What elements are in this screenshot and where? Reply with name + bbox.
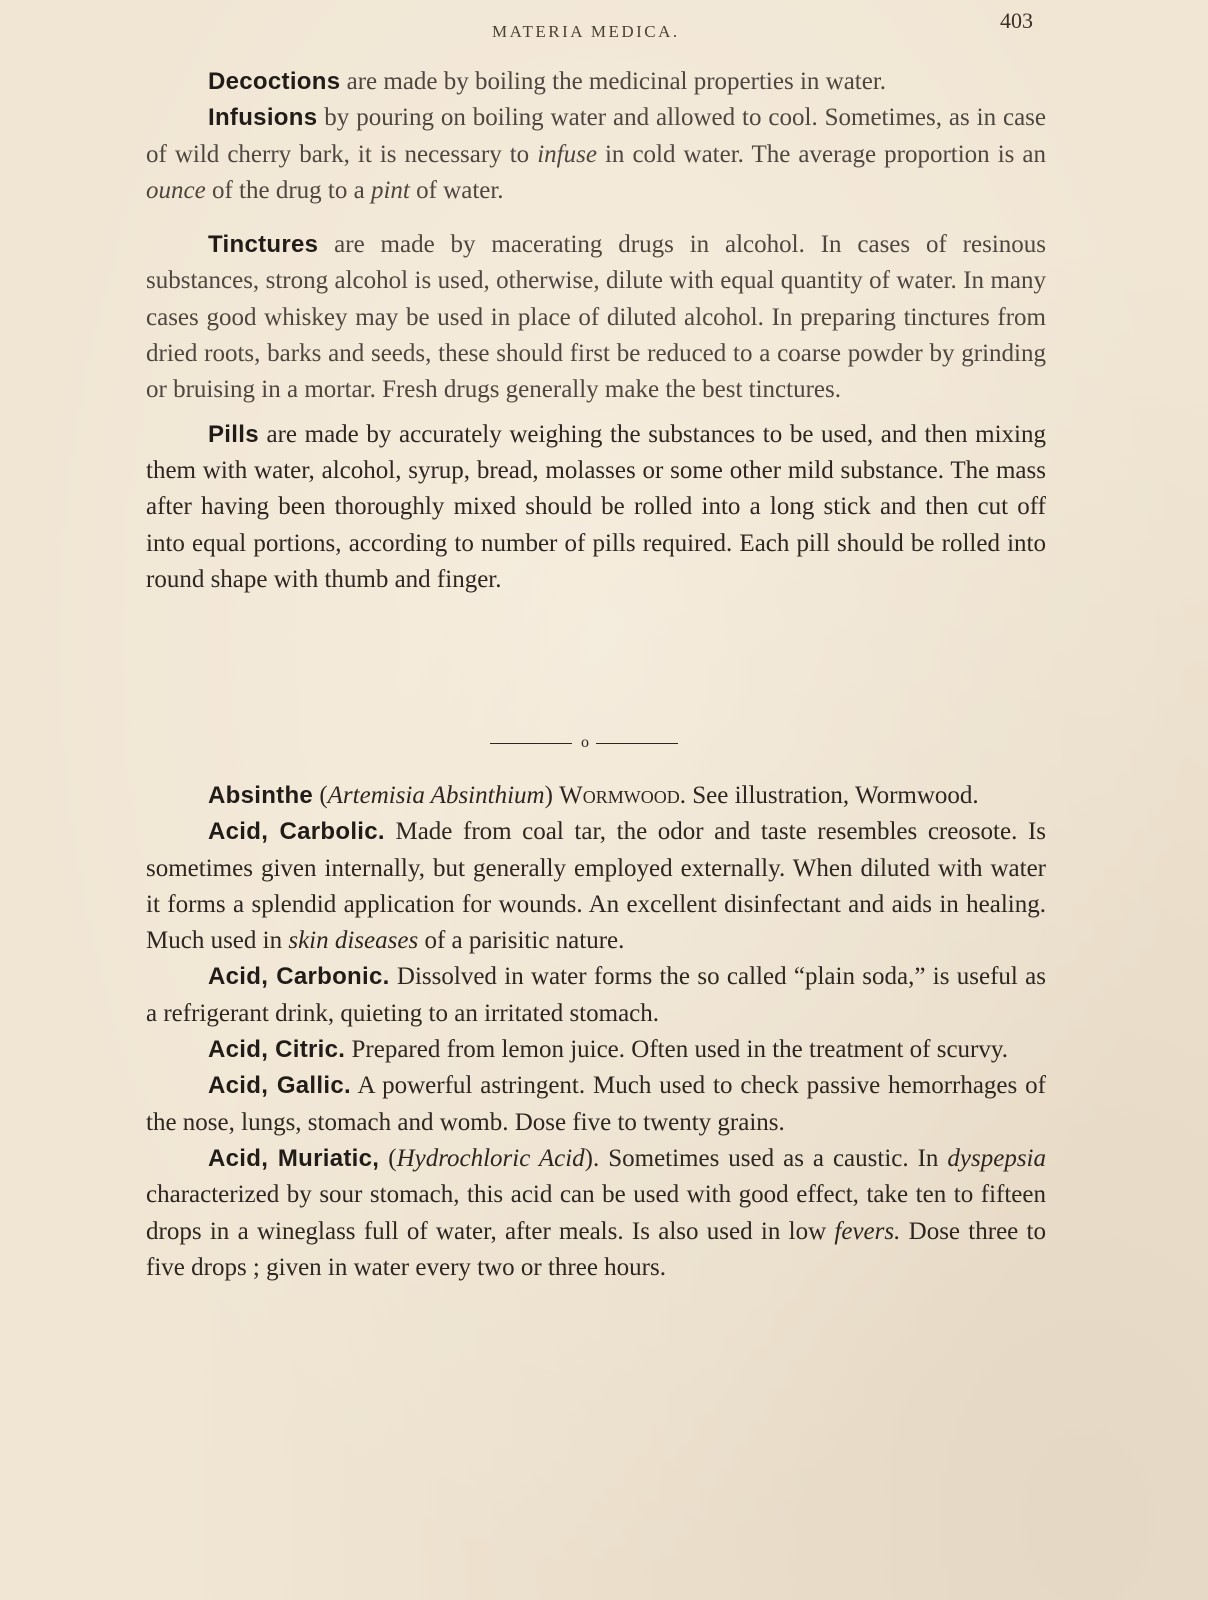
running-head: MATERIA MEDICA.	[492, 22, 680, 41]
page-number: 403	[1000, 8, 1033, 33]
text-tinctures: are made by macerating drugs in alcohol. In cases of resinous substances, strong alcohol is used, otherwise, dilute with equal quantity of water. In many cases good whiskey may be used in place of diluted alcohol. In preparing tinctures from dried roots, barks and seeds, these should first be reduced to a coarse powder by grinding or bruising in a mortar. Fresh drugs generally make the best tinctures.	[146, 231, 1046, 404]
text-carbonic: Dissolved in water forms the so called “plain soda,” is useful as a refrigerant drink, quieting to an irritated stomach.	[146, 963, 1047, 1027]
entry-carbonic	[146, 959, 1046, 1032]
italic-dyspepsia: dyspepsia	[947, 1144, 1047, 1172]
entry-gallic	[146, 1068, 1046, 1141]
text-carbolic-1: Made from coal tar, the odor and taste resembles creosote. Is sometimes given internally, but generally employed externally. When diluted with water it forms a splendid application for wounds. An excellent disinfectant and aids in healing. Much used in	[146, 818, 1046, 955]
paragraph-tinctures	[146, 227, 1046, 408]
term-decoctions: Decoctions	[208, 68, 341, 95]
entry-citric	[146, 1032, 1046, 1068]
term-gallic: Acid, Gallic.	[208, 1072, 351, 1100]
term-muriatic: Acid, Muriatic,	[208, 1144, 380, 1172]
italic-pint: pint	[370, 176, 410, 204]
italic-fevers: fevers.	[834, 1217, 901, 1245]
term-infusions: Infusions	[208, 104, 318, 132]
divider-line-left	[490, 743, 572, 744]
term-carbolic: Acid, Carbolic.	[208, 818, 385, 846]
text-citric: Prepared from lemon juice. Often used in the treatment of scurvy.	[345, 1036, 1009, 1064]
text-absinthe: See illustration, Wormwood.	[686, 782, 979, 809]
page-header	[0, 8, 1208, 52]
term-absinthe: Absinthe	[208, 782, 314, 809]
entry-carbolic	[146, 814, 1046, 959]
italic-ounce: ounce	[146, 176, 206, 204]
text-muriatic-2: characterized by sour stomach, this acid can be used with good effect, take ten to fifteen drops in a wineglass full of water, after meals. Is also used in low	[146, 1181, 1046, 1245]
text-pills: are made by accurately weighing the substances to be used, and then mixing them with water, alcohol, syrup, bread, molasses or some other mild substance. The mass after having been thoroughly mixed should be rolled into a long stick and then cut off into equal portions, according to number of pills required. Each pill should be rolled into round shape with thumb and finger.	[146, 420, 1046, 593]
latin-absinthe: Artemisia Absinthium	[327, 782, 545, 809]
paragraph-pills	[146, 417, 1046, 598]
divider-ornament: o	[581, 734, 589, 751]
paragraph-infusions	[146, 100, 1046, 209]
term-pills: Pills	[208, 420, 259, 448]
preparations-section	[146, 64, 1046, 598]
paren-open-absinthe: (	[313, 782, 328, 809]
latin-muriatic: Hydrochloric Acid	[396, 1144, 585, 1172]
common-name-absinthe: Wormwood.	[559, 782, 686, 809]
entry-muriatic	[146, 1141, 1046, 1286]
term-carbonic: Acid, Carbonic.	[208, 963, 390, 991]
entry-absinthe	[146, 778, 1046, 814]
text-gallic: A powerful astringent. Much used to check passive hemorrhages of the nose, lungs, stomach and womb. Dose five to twenty grains.	[146, 1072, 1047, 1136]
text-infusions-3: of the drug to a	[205, 176, 371, 204]
text-infusions-1: by pouring on boiling water and allowed to cool. Sometimes, as in case of wild cherry bark, it is necessary to	[146, 104, 1046, 168]
section-divider	[490, 734, 680, 754]
entries-section	[146, 778, 1046, 1286]
paragraph-decoctions	[146, 64, 1046, 100]
paren-close-muriatic: ).	[584, 1144, 600, 1172]
italic-skin-diseases: skin diseases	[288, 927, 419, 955]
text-infusions-2: in cold water. The average proportion is an	[596, 140, 1046, 168]
text-decoctions: are made by boiling the medicinal properties in water.	[340, 68, 887, 95]
text-infusions-4: of water.	[409, 176, 504, 204]
term-tinctures: Tinctures	[208, 231, 319, 259]
text-carbolic-2: of a parisitic nature.	[418, 927, 625, 955]
text-muriatic-1: Sometimes used as a caustic. In	[599, 1144, 948, 1172]
text-muriatic-3: Dose three to five drops ; given in water every two or three hours.	[146, 1217, 1046, 1281]
paren-open-muriatic: (	[379, 1144, 397, 1172]
paren-close-absinthe: )	[544, 782, 560, 809]
divider-line-right	[596, 743, 678, 744]
term-citric: Acid, Citric.	[208, 1036, 346, 1064]
italic-infuse: infuse	[537, 140, 597, 168]
